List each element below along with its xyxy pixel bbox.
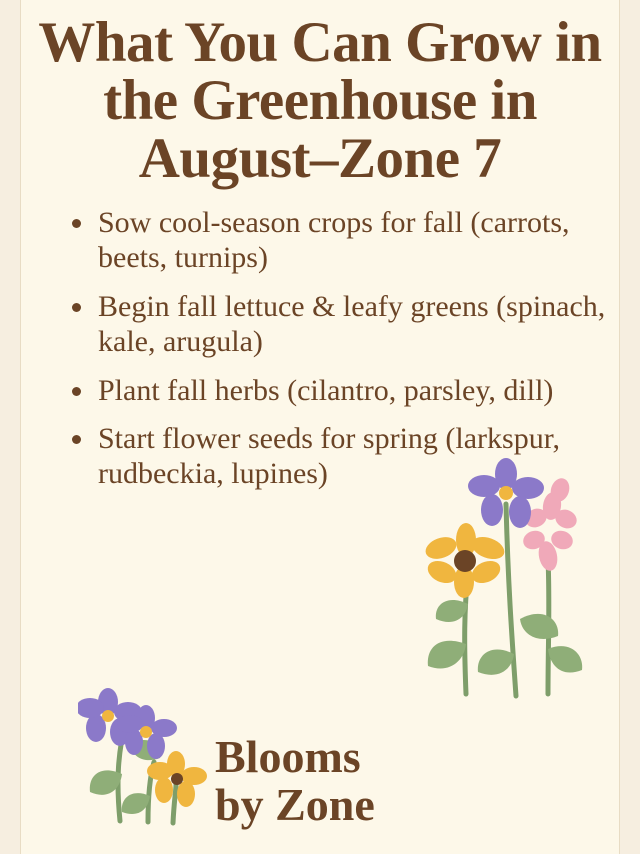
yellow-daisy xyxy=(423,523,508,598)
yellow-flower xyxy=(147,751,207,807)
list-item xyxy=(72,290,610,360)
list-item-text: Start flower seeds for spring (larkspur, rudbeckia, lupines) xyxy=(98,422,561,491)
bullet-dot-icon xyxy=(72,387,81,396)
flower-cluster-left-icon xyxy=(78,666,238,826)
brand-wordmark xyxy=(215,733,375,828)
brand-line-2: by Zone xyxy=(215,778,375,830)
bullet-dot-icon xyxy=(72,303,81,312)
bullet-dot-icon xyxy=(72,219,81,228)
list-item-text: Plant fall herbs (cilantro, parsley, dill) xyxy=(98,373,554,407)
bullet-dot-icon xyxy=(72,435,81,444)
grow-list xyxy=(30,206,610,492)
list-item xyxy=(72,206,610,276)
list-item-text: Begin fall lettuce & leafy greens (spinach, kale, arugula) xyxy=(98,289,606,358)
list-item xyxy=(72,374,610,409)
brand-line-1: Blooms xyxy=(215,731,361,783)
purple-flower xyxy=(78,688,142,746)
purple-flower xyxy=(117,705,177,759)
list-item-text: Sow cool-season crops for fall (carrots, beets, turnips) xyxy=(98,206,570,275)
list-item xyxy=(72,422,610,492)
page-title: What You Can Grow in the Greenhouse in August–Zone 7 xyxy=(38,11,602,191)
